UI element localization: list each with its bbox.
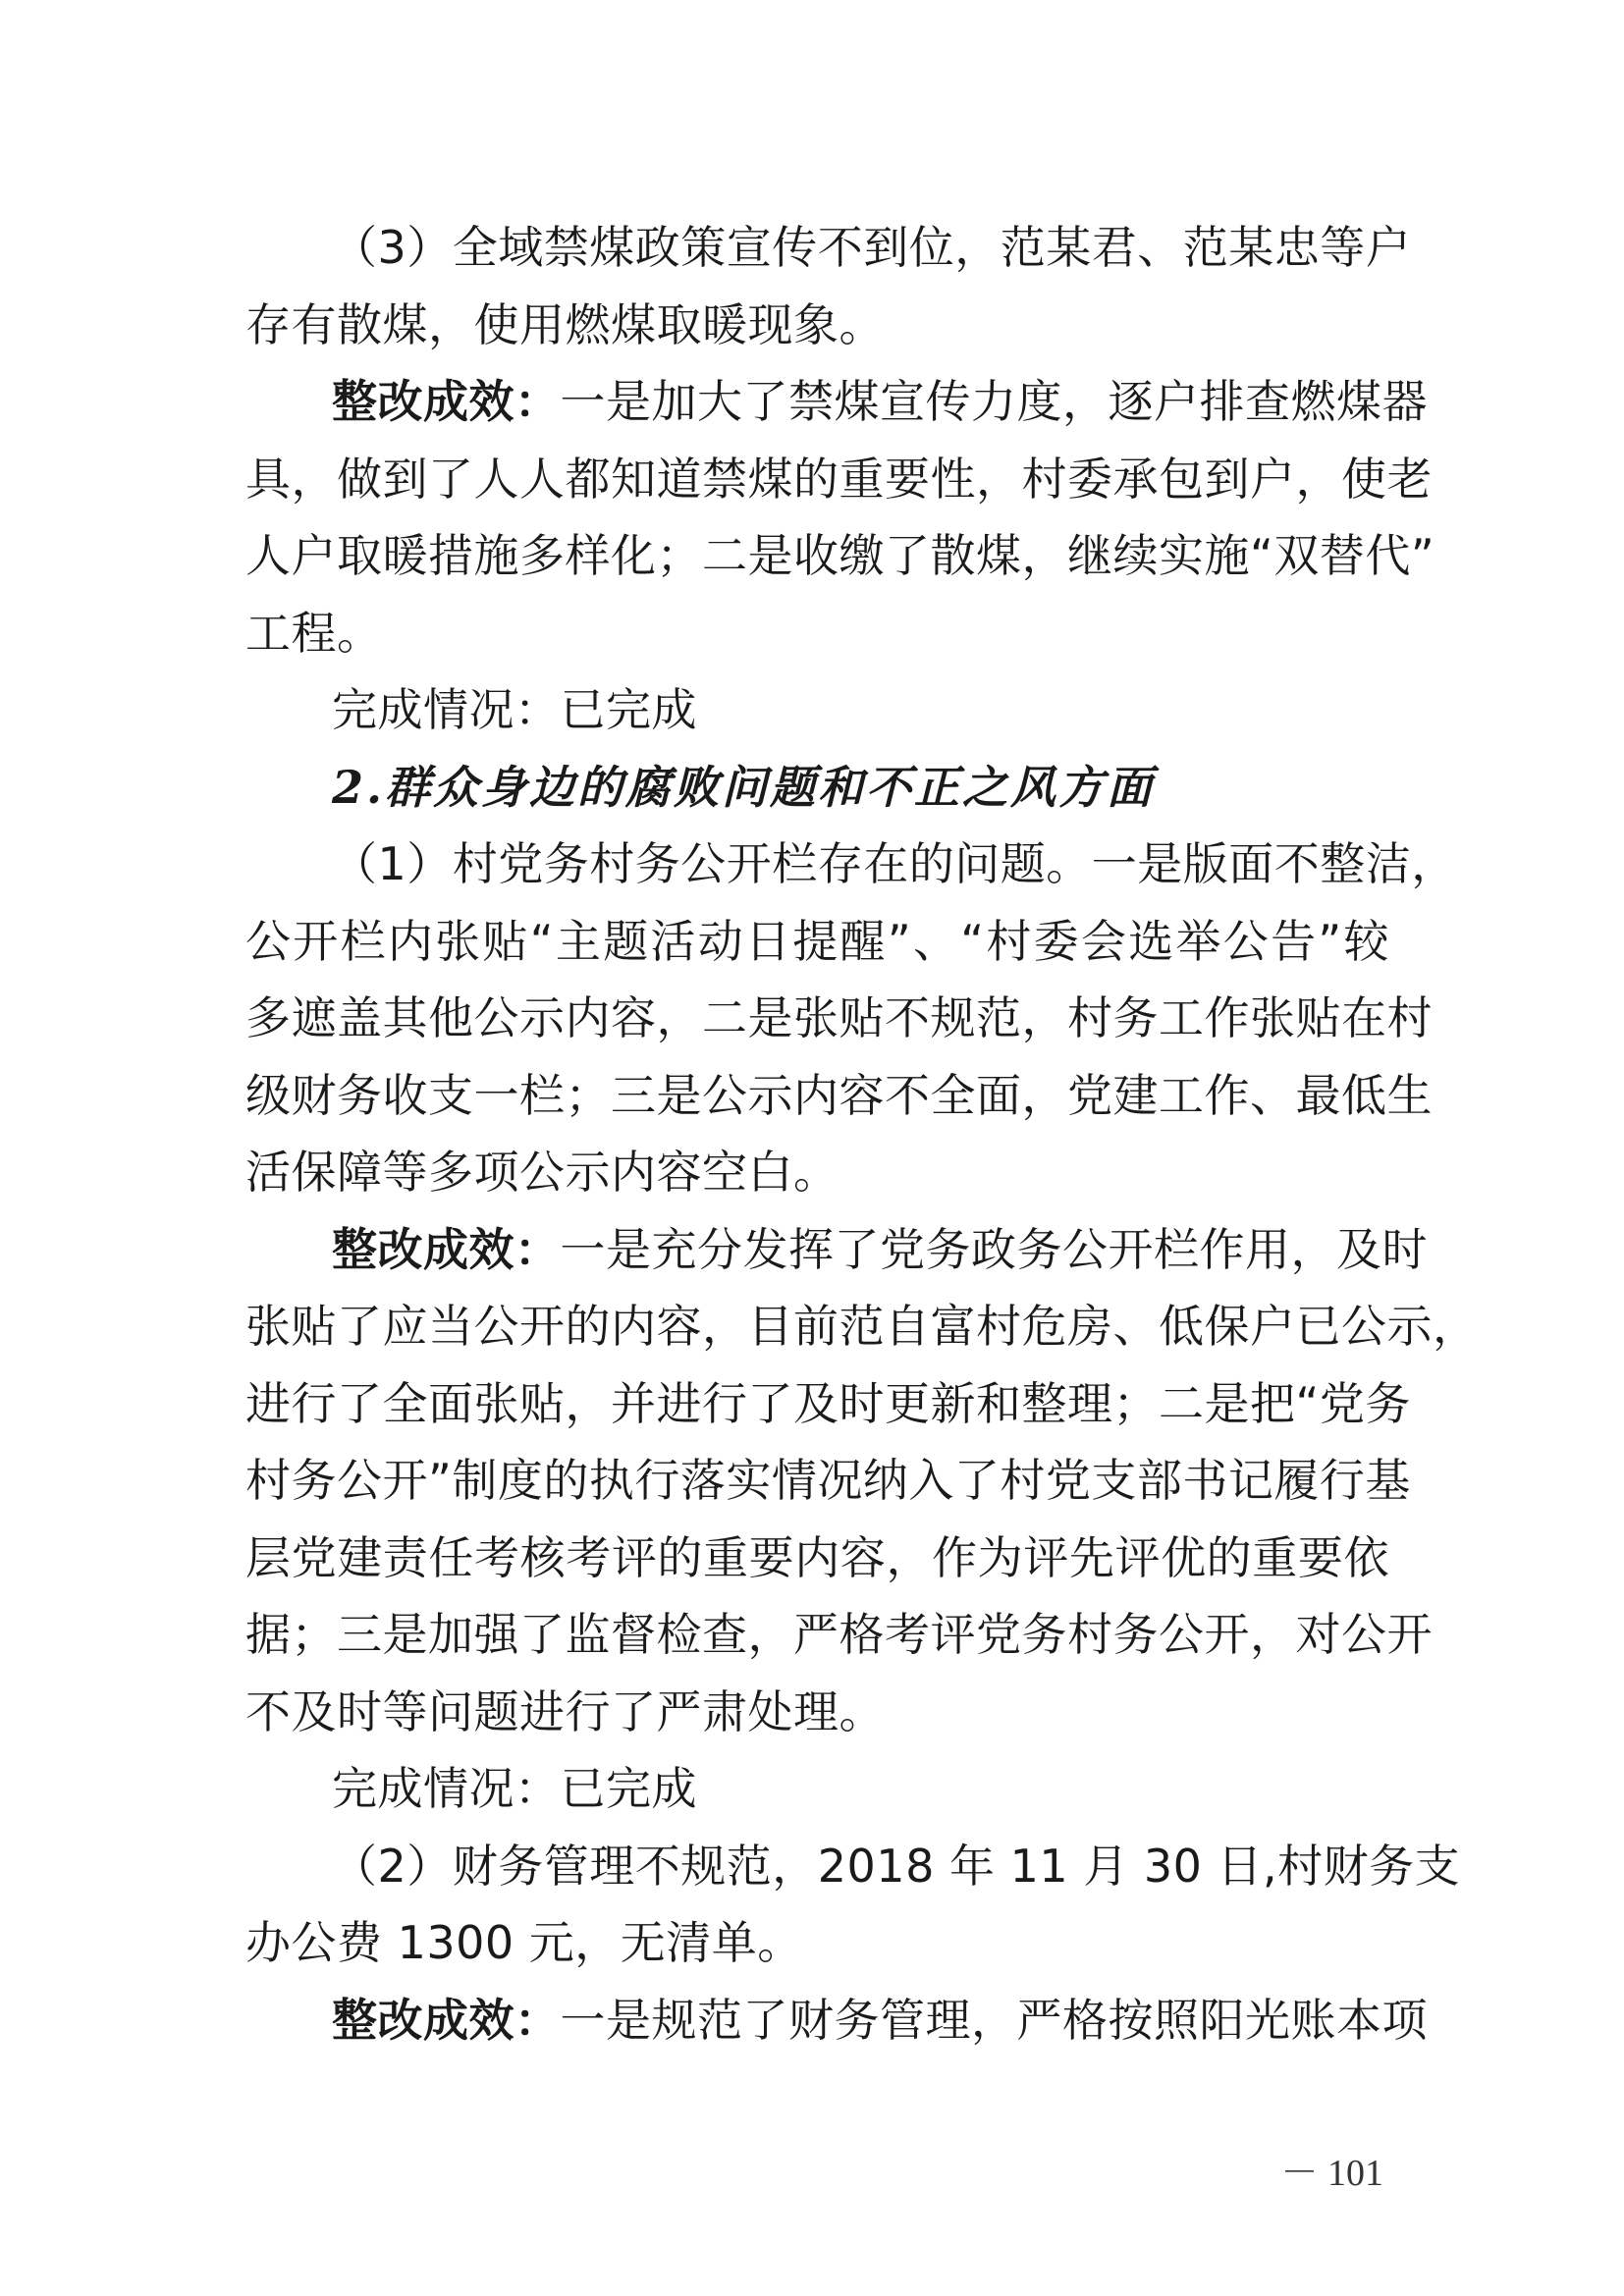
text-line [245, 1596, 1433, 1674]
section-heading [245, 749, 1389, 827]
text-line [245, 1520, 1389, 1597]
line-text: 一是充分发挥了党务政务公开栏作用，及时 [560, 1222, 1428, 1276]
text-line [245, 1674, 1389, 1751]
line-text: 多遮盖其他公示内容，二是张贴不规范，村务工作张贴在村 [245, 991, 1433, 1044]
line-text: 级财务收支一栏；三是公示内容不全面，党建工作、最低生 [245, 1068, 1433, 1122]
text-line [245, 1211, 1428, 1289]
line-text: 据；三是加强了监督检查，严格考评党务村务公开，对公开 [245, 1608, 1433, 1661]
document-body [245, 209, 1479, 2058]
line-text: 一是加大了禁煤宣传力度，逐户排查燃煤器 [560, 375, 1428, 428]
text-line [245, 517, 1435, 595]
text-line [245, 363, 1428, 441]
line-text: 村务公开”制度的执行落实情况纳入了村党支部书记履行基 [245, 1454, 1411, 1507]
line-text: （2）财务管理不规范，2018 年 11 月 30 日,村财务支 [332, 1839, 1461, 1893]
text-line [245, 903, 1389, 981]
line-text: 进行了全面张贴，并进行了及时更新和整理；二是把“党务 [245, 1376, 1411, 1430]
line-text: 完成情况：已完成 [332, 683, 697, 736]
bold-label: 整改成效： [332, 1222, 561, 1276]
line-text: 公开栏内张贴“主题活动日提醒”、“村委会选举公告”较 [245, 914, 1389, 968]
text-line [245, 1750, 1389, 1828]
text-line [245, 1288, 1479, 1365]
text-line [245, 287, 1389, 364]
text-line [245, 1365, 1411, 1443]
line-text: （3）全域禁煤政策宣传不到位，范某君、范某忠等户 [332, 221, 1412, 274]
line-text: 不及时等问题进行了严肃处理。 [245, 1684, 885, 1738]
line-text: 办公费 1300 元，无清单。 [245, 1916, 803, 1969]
text-line [245, 980, 1433, 1057]
line-text: 活保障等多项公示内容空白。 [245, 1146, 839, 1199]
bold-label: 整改成效： [332, 375, 561, 428]
text-line [245, 1442, 1411, 1520]
text-line [245, 1982, 1428, 2059]
text-line [245, 1828, 1461, 1905]
line-text: 工程。 [245, 606, 383, 660]
text-line [245, 1057, 1433, 1135]
line-text: 存有散煤，使用燃煤取暖现象。 [245, 297, 885, 351]
page-number: － 101 [1280, 2153, 1383, 2194]
text-line [245, 671, 1389, 749]
line-text: 层党建责任考核考评的重要内容，作为评先评优的重要依 [245, 1530, 1389, 1584]
text-line [245, 1134, 1389, 1211]
text-line [245, 441, 1433, 518]
line-text: 一是规范了财务管理，严格按照阳光账本项 [560, 1993, 1428, 2047]
text-line [245, 595, 1389, 672]
line-text: 2.群众身边的腐败问题和不正之风方面 [332, 760, 1156, 814]
line-text: 完成情况：已完成 [332, 1762, 697, 1815]
line-text: 人户取暖措施多样化；二是收缴了散煤，继续实施“双替代” [245, 529, 1435, 582]
text-line [245, 209, 1412, 287]
text-line [245, 826, 1457, 903]
line-text: 具，做到了人人都知道禁煤的重要性，村委承包到户，使老 [245, 452, 1433, 506]
bold-label: 整改成效： [332, 1993, 561, 2047]
line-text: （1）村党务村务公开栏存在的问题。一是版面不整洁， [332, 837, 1457, 890]
line-text: 张贴了应当公开的内容，目前范自富村危房、低保户已公示， [245, 1300, 1479, 1353]
text-line [245, 1904, 1389, 1982]
